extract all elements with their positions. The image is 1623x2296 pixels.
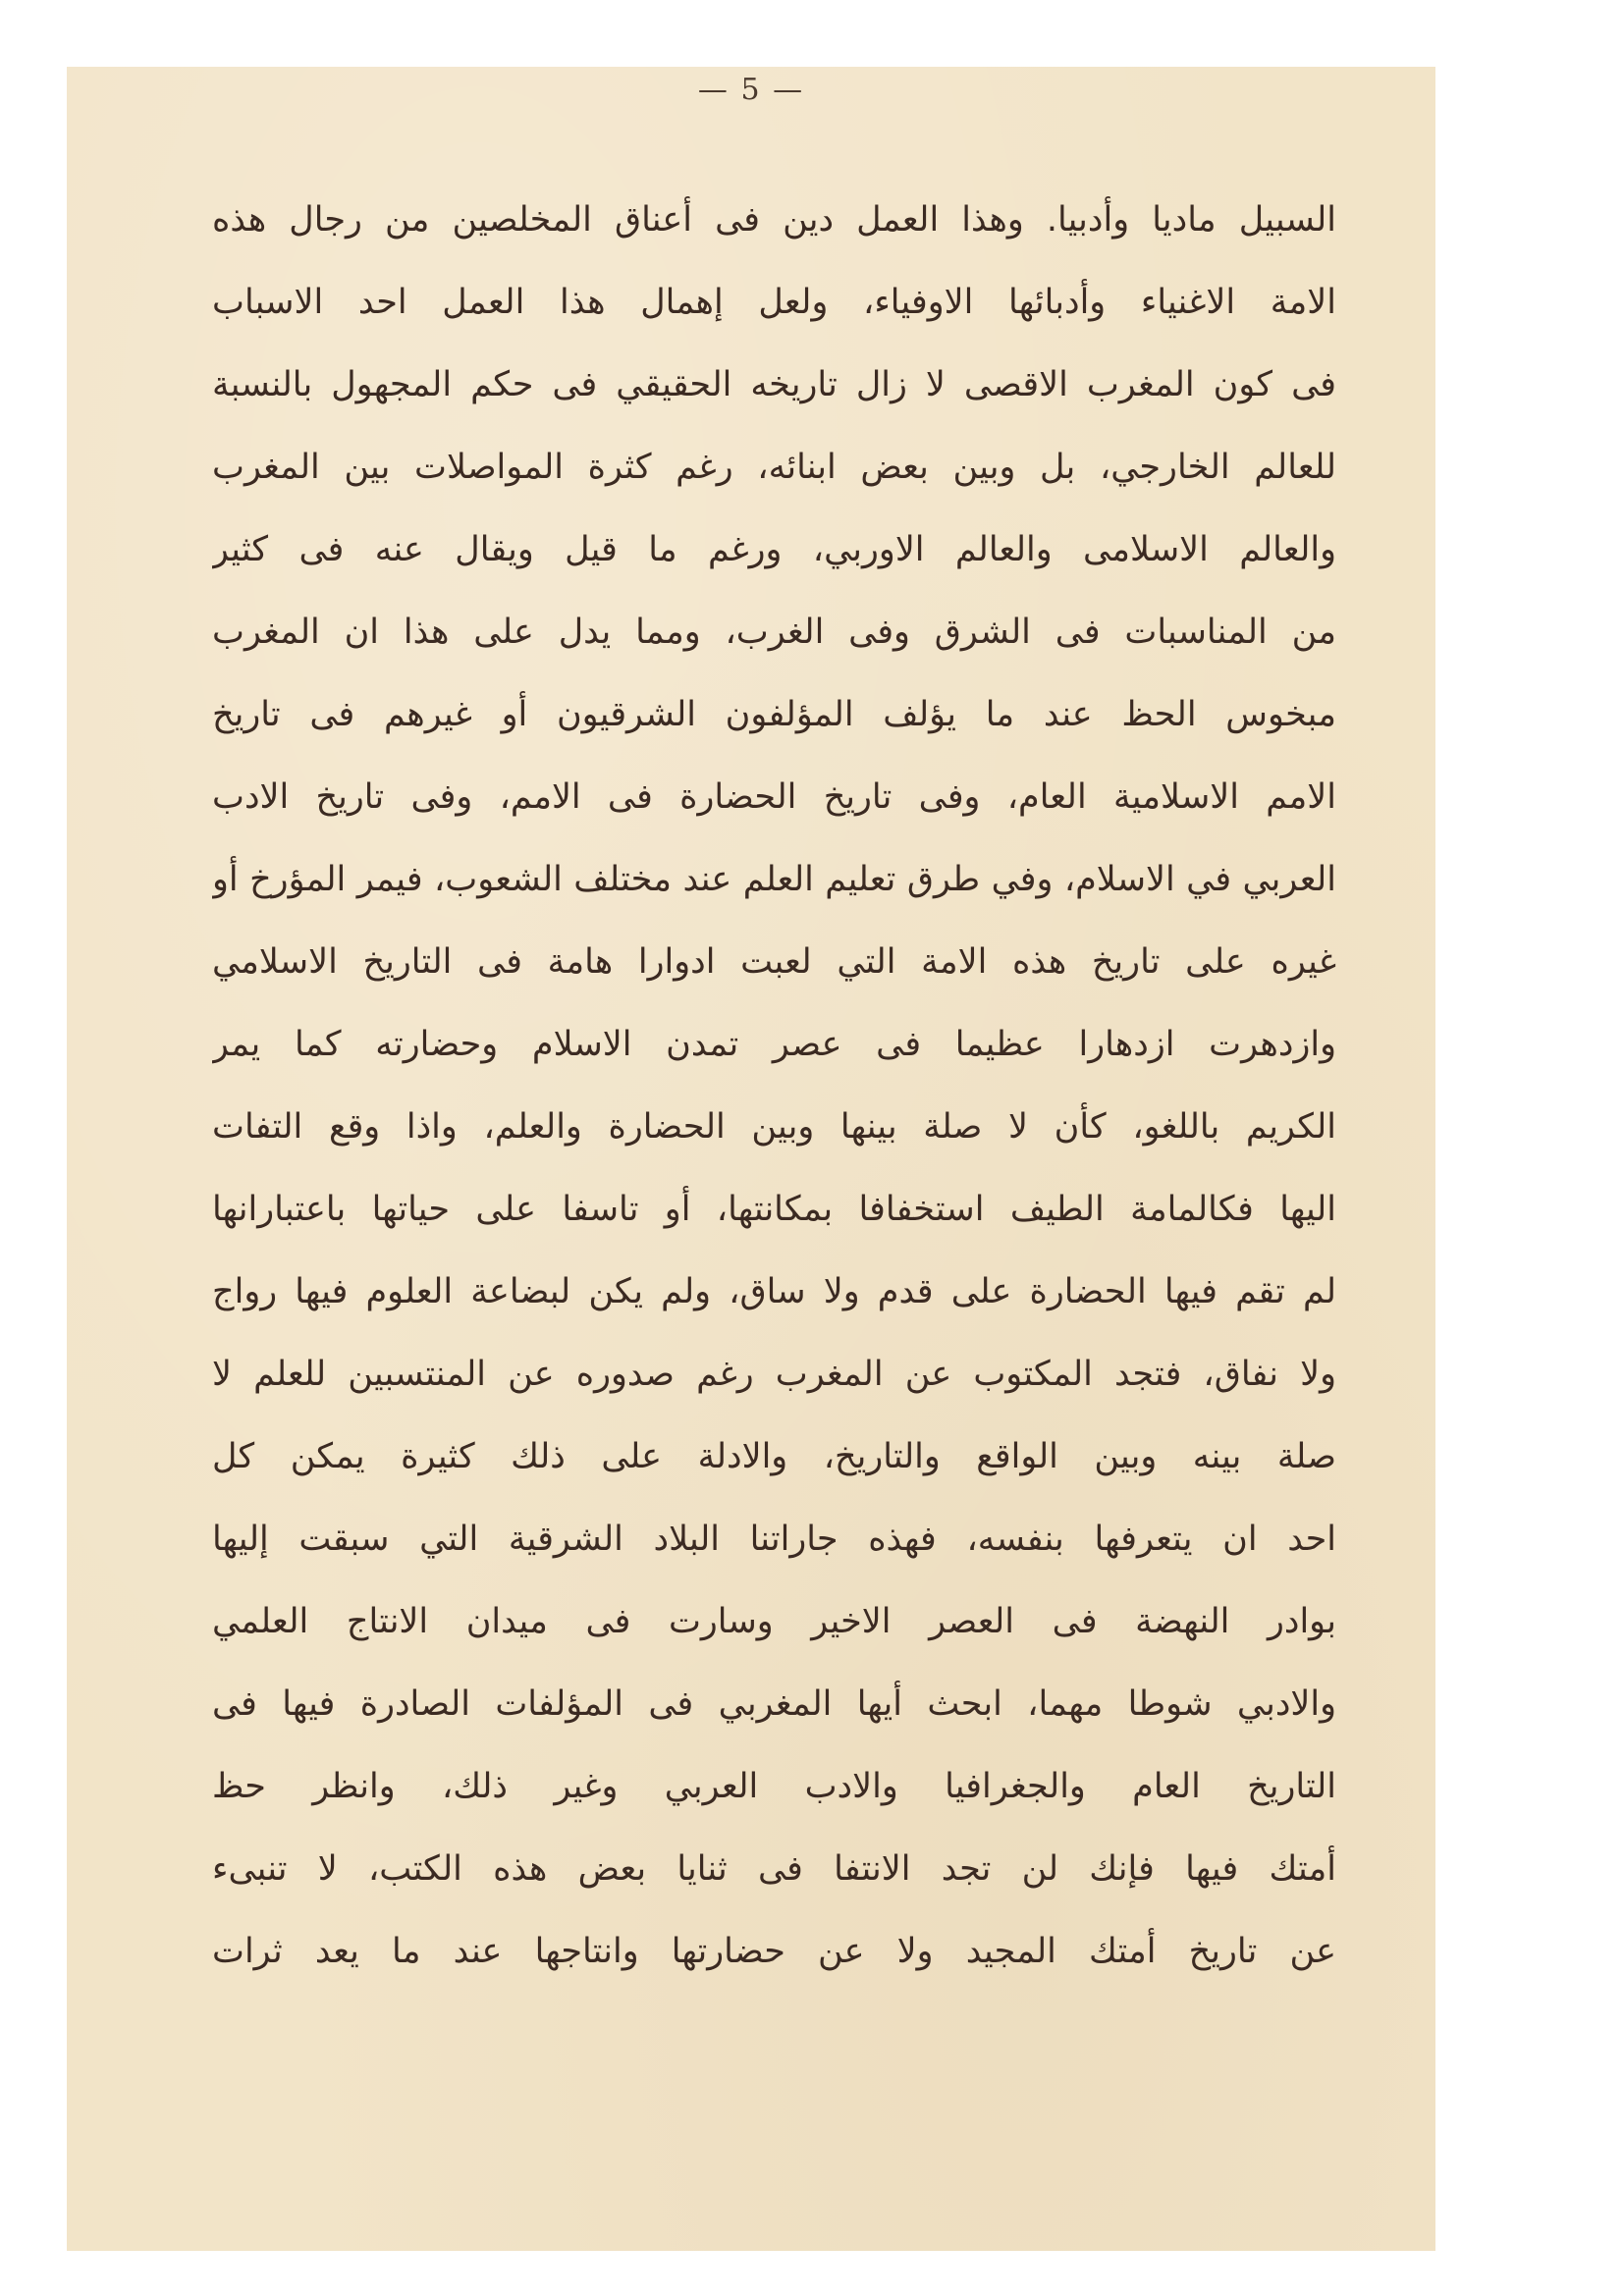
- body-text: [212, 179, 1336, 1993]
- text-line: العربي في الاسلام، وفي طرق تعليم العلم عند مختلف الشعوب، فيمر المؤرخ أو: [212, 860, 1336, 899]
- text-line: مبخوس الحظ عند ما يؤلف المؤلفون الشرقيون أو غيرهم فى تاريخ: [212, 695, 1336, 734]
- text-line: فى كون المغرب الاقصى لا زال تاريخه الحقيقي فى حكم المجهول بالنسبة: [212, 365, 1336, 404]
- text-line: وازدهرت ازدهارا عظيما فى عصر تمدن الاسلام وحضارته كما يمر: [212, 1025, 1336, 1064]
- text-line: ولا نفاق، فتجد المكتوب عن المغرب رغم صدوره عن المنتسبين للعلم لا: [212, 1355, 1336, 1394]
- text-line: أمتك فيها فإنك لن تجد الانتفا فى ثنايا بعض هذه الكتب، لا تنبىء: [212, 1849, 1336, 1889]
- text-line: التاريخ العام والجغرافيا والادب العربي وغير ذلك، وانظر حظ: [212, 1767, 1336, 1806]
- text-line: احد ان يتعرفها بنفسه، فهذه جاراتنا البلاد الشرقية التي سبقت إليها: [212, 1520, 1336, 1559]
- text-line: صلة بينه وبين الواقع والتاريخ، والادلة على ذلك كثيرة يمكن كل: [212, 1437, 1336, 1476]
- text-line: الامة الاغنياء وأدبائها الاوفياء، ولعل إهمال هذا العمل احد الاسباب: [212, 283, 1336, 322]
- text-line: من المناسبات فى الشرق وفى الغرب، ومما يدل على هذا ان المغرب: [212, 613, 1336, 652]
- text-line: عن تاريخ أمتك المجيد ولا عن حضارتها وانتاجها عند ما يعد ثرات: [212, 1932, 1336, 1971]
- text-line: بوادر النهضة فى العصر الاخير وسارت فى ميدان الانتاج العلمي: [212, 1602, 1336, 1641]
- text-line: الكريم باللغو، كأن لا صلة بينها وبين الحضارة والعلم، واذا وقع التفات: [212, 1107, 1336, 1147]
- text-line: والعالم الاسلامى والعالم الاوربي، ورغم ما قيل ويقال عنه فى كثير: [212, 530, 1336, 569]
- text-line: السبيل ماديا وأدبيا. وهذا العمل دين فى أعناق المخلصين من رجال هذه: [212, 200, 1336, 240]
- text-line: والادبي شوطا مهما، ابحث أيها المغربي فى المؤلفات الصادرة فيها فى: [212, 1684, 1336, 1724]
- text-line: لم تقم فيها الحضارة على قدم ولا ساق، ولم يكن لبضاعة العلوم فيها رواج: [212, 1272, 1336, 1311]
- scanned-page: [67, 67, 1435, 2251]
- text-line: للعالم الخارجي، بل وبين بعض ابنائه، رغم كثرة المواصلات بين المغرب: [212, 448, 1336, 487]
- text-line: اليها فكالمامة الطيف استخفافا بمكانتها، أو تاسفا على حياتها باعتبارانها: [212, 1190, 1336, 1229]
- text-line: غيره على تاريخ هذه الامة التي لعبت ادوارا هامة فى التاريخ الاسلامي: [212, 942, 1336, 982]
- page-number: — 5 —: [697, 73, 805, 107]
- text-line: الامم الاسلامية العام، وفى تاريخ الحضارة فى الامم، وفى تاريخ الادب: [212, 777, 1336, 817]
